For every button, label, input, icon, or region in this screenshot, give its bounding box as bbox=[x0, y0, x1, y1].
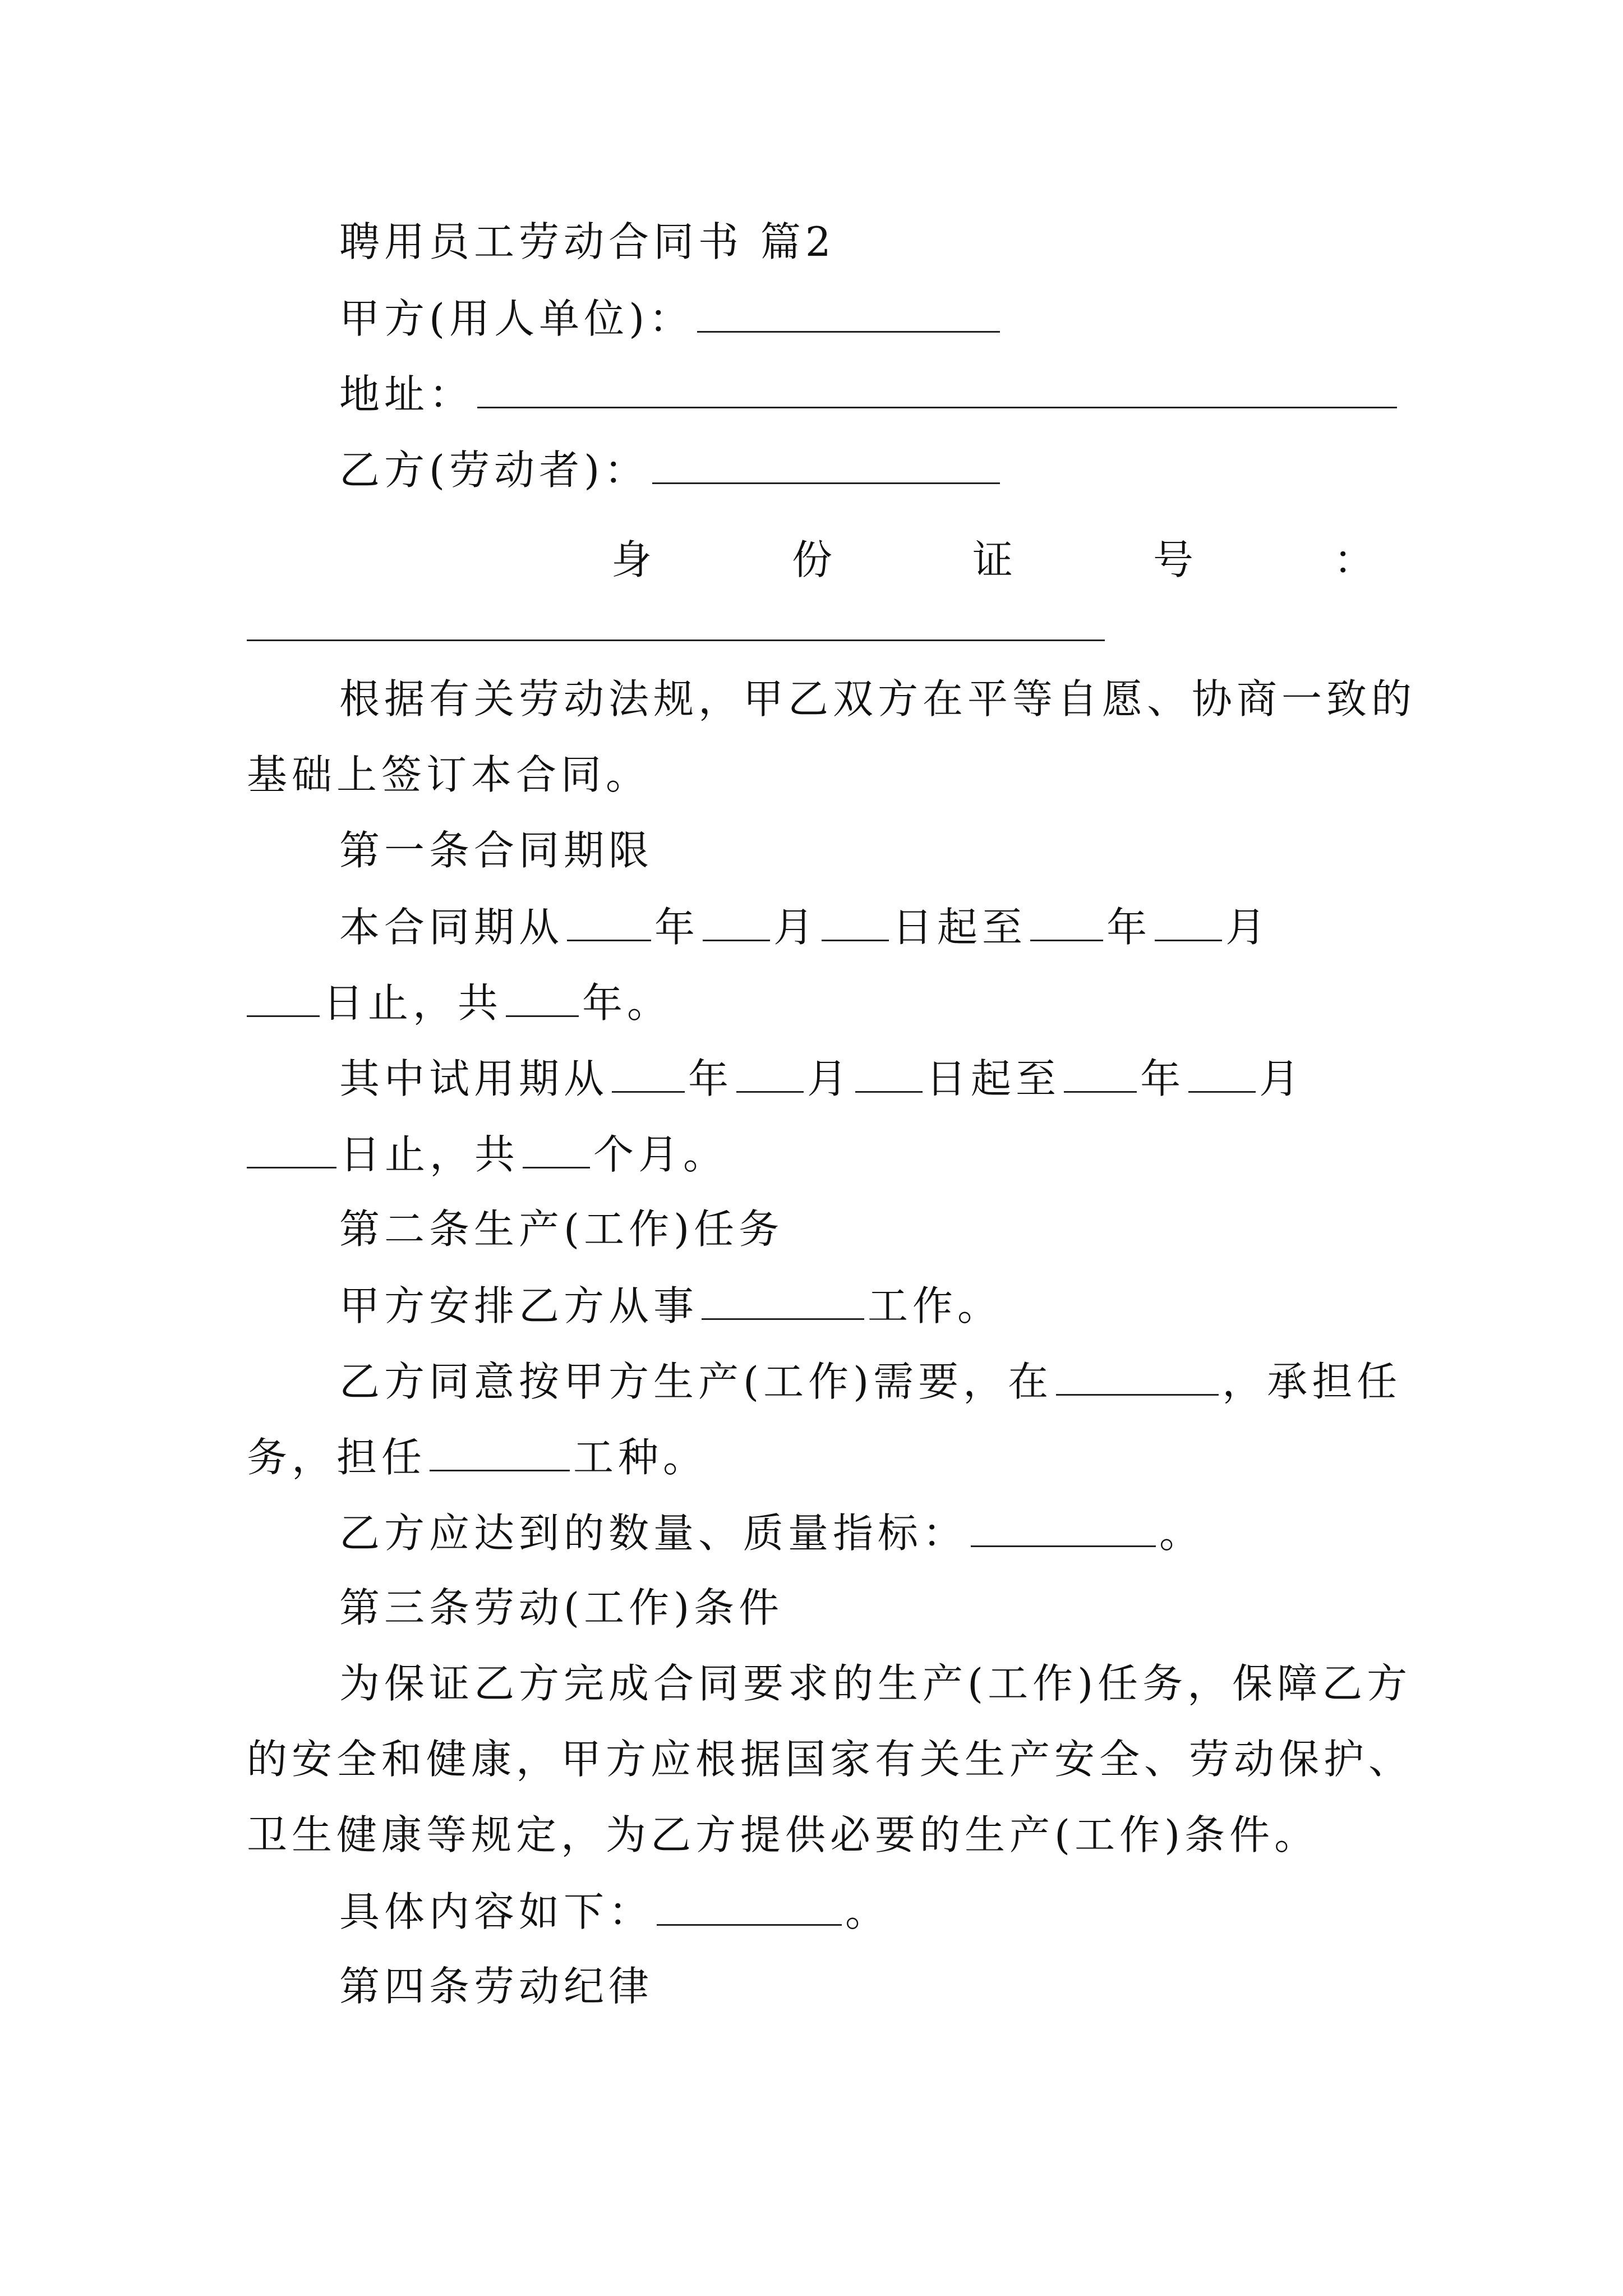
address-blank[interactable] bbox=[477, 373, 1397, 408]
text: 年 bbox=[688, 1055, 734, 1102]
text: 年 bbox=[1106, 904, 1152, 951]
text: 个月。 bbox=[593, 1131, 728, 1178]
article3-para2 bbox=[339, 1888, 891, 1935]
article1-para1-line2 bbox=[247, 979, 672, 1027]
text: 年 bbox=[1140, 1055, 1186, 1102]
end-month-blank[interactable] bbox=[1155, 906, 1222, 941]
article1-para2-line2 bbox=[247, 1131, 728, 1178]
start-year-blank[interactable] bbox=[567, 906, 651, 941]
id-char: 号 bbox=[1152, 536, 1193, 583]
job-type-blank[interactable] bbox=[430, 1436, 570, 1471]
article2-para1 bbox=[339, 1282, 1003, 1329]
text: ，承担任 bbox=[1222, 1358, 1402, 1405]
party-a-blank[interactable] bbox=[697, 297, 1000, 333]
end-day-blank[interactable] bbox=[247, 982, 320, 1017]
text: 。 bbox=[1159, 1510, 1205, 1557]
article1-para1-line1 bbox=[339, 904, 1271, 951]
text: 本合同期从 bbox=[339, 904, 564, 951]
text: 日止，共 bbox=[323, 979, 503, 1027]
text: 年 bbox=[654, 904, 700, 951]
start-month-blank[interactable] bbox=[703, 906, 770, 941]
text: 月 bbox=[773, 904, 819, 951]
party-b-line bbox=[339, 447, 1003, 494]
trial-start-month-blank[interactable] bbox=[736, 1057, 804, 1093]
end-year-blank[interactable] bbox=[1030, 906, 1103, 941]
text: 工种。 bbox=[573, 1434, 708, 1481]
article2-para2-line1 bbox=[339, 1358, 1402, 1405]
total-years-blank[interactable] bbox=[506, 982, 579, 1017]
trial-end-year-blank[interactable] bbox=[1064, 1057, 1137, 1093]
party-b-label: 乙方(劳动者)： bbox=[339, 447, 649, 494]
article2-para2-line2 bbox=[247, 1434, 708, 1481]
trial-end-month-blank[interactable] bbox=[1188, 1057, 1256, 1093]
party-a-line bbox=[339, 295, 1003, 342]
text: 工作。 bbox=[868, 1282, 1003, 1329]
id-number-label bbox=[611, 527, 1374, 586]
id-char: 证 bbox=[972, 536, 1013, 583]
id-number-blank[interactable] bbox=[247, 639, 1105, 641]
document-title: 聘用员工劳动合同书 篇2 bbox=[339, 218, 836, 265]
text: 月 bbox=[1259, 1055, 1304, 1102]
party-a-label: 甲方(用人单位)： bbox=[339, 295, 694, 342]
id-char: 身 bbox=[611, 536, 652, 583]
trial-months-blank[interactable] bbox=[523, 1133, 590, 1168]
text: 务，担任 bbox=[247, 1434, 427, 1481]
address-line bbox=[339, 371, 1400, 418]
start-day-blank[interactable] bbox=[822, 906, 889, 941]
article3-title: 第三条劳动(工作)条件 bbox=[339, 1584, 784, 1631]
text: 乙方应达到的数量、质量指标： bbox=[339, 1510, 968, 1557]
text: 具体内容如下： bbox=[339, 1888, 654, 1935]
id-char: 份 bbox=[791, 536, 832, 583]
trial-start-year-blank[interactable] bbox=[612, 1057, 685, 1093]
quality-target-blank[interactable] bbox=[971, 1512, 1156, 1547]
text: 。 bbox=[845, 1888, 891, 1935]
text: 月 bbox=[807, 1055, 852, 1102]
article3-para1-line1: 为保证乙方完成合同要求的生产(工作)任务，保障乙方 bbox=[339, 1660, 1412, 1707]
article2-para3 bbox=[339, 1510, 1205, 1557]
article3-para1-line3: 卫生健康等规定，为乙方提供必要的生产(工作)条件。 bbox=[247, 1811, 1320, 1858]
article2-title: 第二条生产(工作)任务 bbox=[339, 1205, 784, 1253]
conditions-blank[interactable] bbox=[657, 1890, 842, 1926]
party-b-blank[interactable] bbox=[652, 449, 1000, 484]
text: 日起至 bbox=[926, 1055, 1061, 1102]
text: 年。 bbox=[582, 979, 672, 1027]
text: 乙方同意按甲方生产(工作)需要，在 bbox=[339, 1358, 1053, 1405]
id-char: ： bbox=[1333, 536, 1374, 583]
article3-para1-line2: 的安全和健康，甲方应根据国家有关生产安全、劳动保护、 bbox=[247, 1736, 1414, 1783]
intro-line-1: 根据有关劳动法规，甲乙双方在平等自愿、协商一致的 bbox=[339, 675, 1417, 723]
text: 日止，共 bbox=[340, 1131, 520, 1178]
job-blank[interactable] bbox=[702, 1285, 864, 1320]
trial-end-day-blank[interactable] bbox=[247, 1133, 336, 1168]
address-label: 地址： bbox=[339, 371, 474, 418]
text: 其中试用期从 bbox=[339, 1055, 609, 1102]
text: 甲方安排乙方从事 bbox=[339, 1282, 699, 1329]
intro-line-2: 基础上签订本合同。 bbox=[247, 751, 651, 798]
text: 月 bbox=[1225, 904, 1271, 951]
text: 日起至 bbox=[892, 904, 1027, 951]
trial-start-day-blank[interactable] bbox=[855, 1057, 923, 1093]
article1-title: 第一条合同期限 bbox=[339, 827, 654, 874]
article1-para2-line1 bbox=[339, 1055, 1304, 1102]
location-blank[interactable] bbox=[1056, 1360, 1219, 1396]
article4-title: 第四条劳动纪律 bbox=[339, 1963, 654, 2010]
